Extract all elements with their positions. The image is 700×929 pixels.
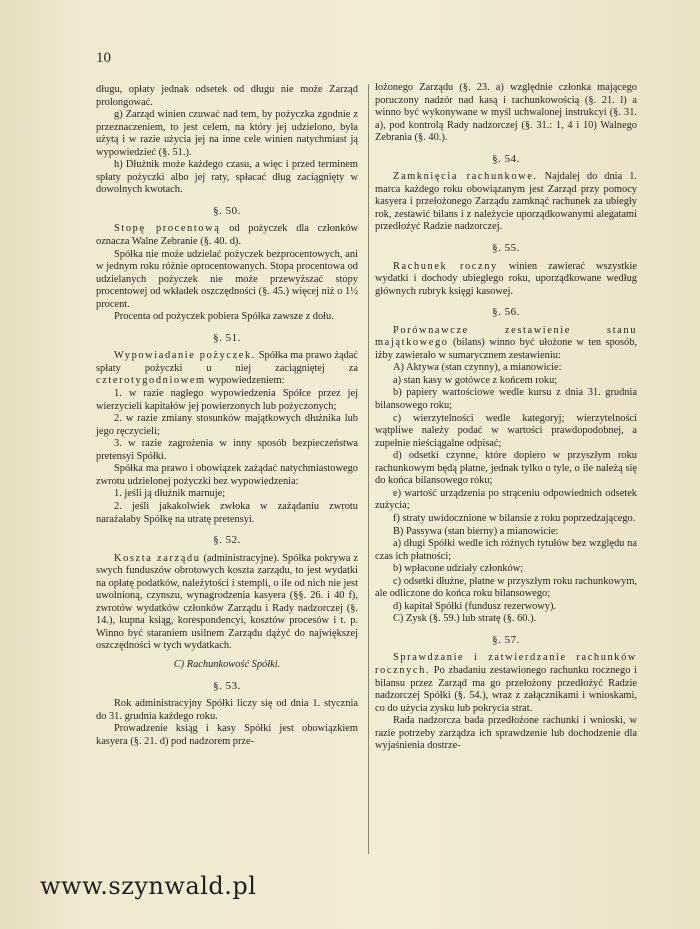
watermark: www.szynwald.pl — [40, 872, 257, 900]
paragraph: Procenta od pożyczek pobiera Spółka zawsze z dołu. — [114, 311, 334, 323]
paragraph — [375, 325, 637, 363]
spaced-term: Porównawcze zestawienie stanu majątkowego — [375, 324, 637, 349]
list-item: b) wpłacone udziały członków; — [393, 563, 524, 575]
page-number: 10 — [96, 50, 111, 66]
paragraph — [96, 223, 358, 248]
paragraph: h) Dłużnik może każdego czasu, a więc i przed terminem spłaty pożyczki albo jej raty, spłacać dług zaciągnięty w dowolnych kwotach. — [96, 159, 358, 196]
list-item: d) kapitał Spółki (fundusz rezerwowy). — [393, 600, 557, 612]
list-item: 1. jeśli ją dłużnik marnuje; — [114, 488, 226, 500]
list-item: 1. w razie nagłego wypowiedzenia Spółce przez jej wierzycieli kapitałów jej powierzonych lub pożyczonych; — [96, 388, 358, 412]
list-item: a) stan kasy w gotówce z końcem roku; — [393, 374, 558, 386]
section-heading-54: §. 54. — [492, 152, 520, 165]
list-item: e) wartość urządzenia po strąceniu odpowiednich odsetek zużycia; — [375, 487, 637, 512]
paragraph-text: wypowiedzeniem: — [205, 375, 285, 387]
section-heading-51: §. 51. — [213, 331, 241, 344]
section-heading-50: §. 50. — [213, 204, 241, 217]
paragraph-text: (bilans) winno być ułożone w ten sposób, iżby zawierało w sumarycznem zestawieniu: — [375, 337, 637, 361]
list-item: a) długi Spółki wedle ich różnych tytułów bez względu na czas ich płatności; — [375, 538, 637, 562]
list-item: c) wierzytelności wedle kategoryj; wierzytelności wątpliwe należy podać w wartości prawdopodobnej, a zupełnie nieściągalne odpisać; — [375, 412, 637, 449]
spaced-term: Sprawdzanie i zatwierdzanie rachunków rocznych. — [375, 652, 637, 676]
paragraph: łożonego Zarządu (§. 23. a) względnie członka mającego poruczony nadzór nad kasą i rachunkowością (§. 21. l) a winno być wykonywane w myśl uchwalonej instrukcyi (§. 31. a), pod kontrolą Rady nadzorczej (§. 31.: 1, 4 i 10) Walnego Zebrania (§. 40.). — [375, 82, 637, 144]
list-item: B) Passywa (stan bierny) a mianowicie: — [393, 525, 559, 537]
paragraph-text: Najdalej do dnia 1. marca każdego roku obowiązanym jest Zarząd przy pomocy kasyera i przełożonego Zarządu zamknąć rachunek za ubiegły rok, zestawić bilans i z należycie uporządkowanymi alegatami przedłożyć Radzie nadzorczej. — [375, 171, 637, 233]
section-heading-53: §. 53. — [213, 679, 241, 692]
paragraph-text: od pożyczek dla członków oznacza Walne Zebranie (§. 40. d). — [96, 223, 358, 248]
paragraph: długu, opłaty jednak odsetek od długu nie może Zarząd prolongować. — [96, 84, 358, 108]
list-item: b) papiery wartościowe wedle kursu z dnia 31. grudnia bilansowego roku; — [375, 387, 637, 412]
paragraph — [375, 261, 637, 299]
paragraph: Prowadzenie ksiąg i kasy Spółki jest obowiązkiem kasyera (§. 21. d) pod nadzorem prze- — [96, 723, 358, 747]
paragraph-text: Po zbadaniu zestawionego rachunku rocznego i bilansu przez Zarząd ma go przełożony przedłożyć Radzie nadzorczej Spółki (§. 54.), wraz z załącznikami i wnioskami, co do użycia zysku lub pokrycia strat. — [375, 664, 637, 714]
paragraph: Rok administracyjny Spółki liczy się od dnia 1. stycznia do 31. grudnia każdego roku. — [96, 698, 358, 722]
paragraph — [375, 652, 637, 715]
paragraph — [96, 553, 358, 653]
spaced-term: Rachunek roczny — [393, 260, 498, 272]
paragraph-text: Spółka ma prawo żądać spłaty pożyczki u niej zaciągniętej za — [96, 350, 358, 374]
chapter-heading: C) Rachunkowość Spółki. — [173, 658, 281, 670]
list-item: 3. w razie zagrożenia w inny sposób bezpieczeństwa pretensyi Spółki. — [96, 438, 358, 462]
paragraph: Spółka nie może udzielać pożyczek bezprocentowych, ani w jednym roku różnie oprocentowanych. Stopa procentowa od udzielanych pożyczek nie może przewyższać stopy procentowej od wkładek oszczędności (§. 45.) więcej niż o 1½ procent. — [96, 248, 358, 310]
spaced-term: Zamknięcia rachunkowe. — [393, 171, 538, 183]
paragraph — [96, 350, 358, 388]
left-column — [96, 84, 358, 748]
list-item: C) Zysk (§. 59.) lub stratę (§. 60.). — [393, 613, 537, 625]
list-item: 2. jeśli jakakolwiek zwłoka w zażądaniu zwrotu narażałaby Spółkę na utratę pretensyi. — [96, 500, 358, 525]
paragraph: Rada nadzorcza bada przedłożone rachunki i wnioski, w razie potrzeby zarządza ich sprawdzenie lub dochodzenie dla wyjaśnienia dostrze- — [375, 715, 637, 752]
spaced-term: Stopę procentową — [114, 223, 221, 235]
spaced-term: czterotygodniowem — [96, 375, 206, 387]
paragraph: Spółka ma prawo i obowiązek zażądać natychmiastowego zwrotu udzielonej pożyczki bez wypowiedzenia: — [96, 463, 358, 487]
paragraph — [375, 171, 637, 234]
spaced-term: Koszta zarządu — [114, 552, 201, 564]
section-heading-57: §. 57. — [492, 633, 520, 646]
list-item: c) odsetki dłużne, płatne w przyszłym roku rachunkowym, ale odliczone do końca roku bilansowego; — [375, 575, 637, 600]
section-heading-52: §. 52. — [213, 534, 241, 547]
list-item: 2. w razie zmiany stosunków majątkowych dłużnika lub jego ręczycieli; — [96, 413, 358, 437]
paragraph-text: (administracyjne). Spółka pokrywa z swych funduszów obrotowych koszta zarządu, to jest wydatki na opłatę podatków, należytości i stempli, o ile od nich nie jest uwolnioną, czynszu, wynagrodzenia kasyera (§§. 26. i 40 f), zwrotów wydatków członków Zarządu i Rady nadzorczej (§. 14.), kupna ksiąg, korespondencyi, kosztów procesów i t. p. Winno być staraniem usilnem Zarządu dążyć do największej oszczędności w tych wydatkach. — [96, 552, 358, 652]
section-heading-56: §. 56. — [492, 306, 520, 319]
list-item: A) Aktywa (stan czynny), a mianowicie: — [393, 362, 562, 374]
paragraph: g) Zarząd winien czuwać nad tem, by pożyczka zgodnie z przeznaczeniem, to jest celem, na który jej udzielono, była użytą i w razie użycia jej na inne cele winien natychmiast ją wypowiedzieć (§. 51.). — [96, 109, 358, 158]
column-divider — [368, 84, 369, 854]
right-column — [375, 82, 637, 753]
section-heading-55: §. 55. — [492, 242, 520, 255]
list-item: d) odsetki czynne, które dopiero w przyszłym roku rachunkowym będą płatne, jednak tylko o tyle, o ile należą się do końca bilansowego roku; — [375, 450, 637, 487]
paragraph-text: winien zawierać wszystkie wydatki i dochody ubiegłego roku, uporządkowane według głównych rubryk księgi kasowej. — [375, 260, 637, 297]
list-item: f) straty uwidocznione w bilansie z roku poprzedzającego. — [393, 512, 636, 524]
spaced-term: Wypowiadanie pożyczek. — [114, 350, 257, 362]
